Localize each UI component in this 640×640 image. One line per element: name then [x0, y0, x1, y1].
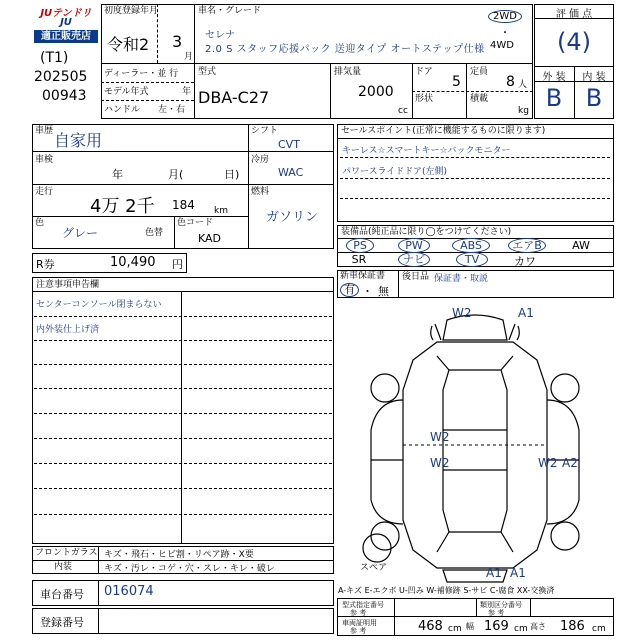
interior-state-value: キズ・汚レ・コゲ・穴・スレ・キレ・破レ — [104, 564, 275, 574]
equip-pw[interactable]: PW — [398, 238, 430, 253]
chassis-value: 016074 — [104, 584, 154, 599]
shape-label: 形状 — [415, 94, 434, 104]
inspection-month: 月( — [168, 168, 184, 181]
mark-left-1: W2 — [430, 430, 450, 444]
recycle-label: R券 — [36, 258, 55, 271]
ac-label: 冷房 — [251, 155, 270, 165]
mileage-detail: 184 — [172, 198, 195, 212]
spec-class-sub: 参 考 — [488, 609, 505, 617]
code-t: (T1) — [40, 50, 69, 66]
shift-label: シフト — [251, 126, 279, 136]
ac-value: WAC — [278, 166, 304, 179]
rating-score: (4) — [557, 28, 591, 56]
warranty-none[interactable]: 無 — [378, 285, 389, 298]
color-code-label: 色コード — [177, 218, 214, 228]
mark-top-left: W2 — [452, 306, 472, 320]
recycle-unit: 円 — [172, 258, 183, 271]
model-year-label: モデル年式 — [104, 87, 149, 97]
height-unit: cm — [592, 624, 606, 634]
mileage-label: 走行 — [35, 187, 54, 197]
mileage-value: 4万 2千 — [90, 196, 155, 217]
drive-4wd[interactable]: 4WD — [490, 40, 514, 51]
handle-value: 左・右 — [158, 105, 186, 115]
mark-bottom: A1 — [486, 566, 502, 580]
displacement-label: 排気量 — [334, 67, 362, 77]
drive-2wd[interactable]: 2WD — [488, 10, 522, 23]
after-label: 後日品 — [402, 272, 430, 282]
mark-top-right: A1 — [518, 306, 534, 320]
length-sub: 参 考 — [350, 627, 367, 635]
load-unit: kg — [518, 106, 529, 116]
equip-airbag[interactable]: エアB — [508, 238, 546, 253]
fuel-label: 燃料 — [251, 187, 270, 197]
width-label: 幅 — [466, 622, 474, 631]
displacement-value: 2000 — [358, 84, 394, 100]
mark-right-1: W2 — [538, 456, 558, 470]
width-unit: cm — [514, 624, 528, 634]
capacity-value: 8 — [506, 74, 515, 90]
warranty-has[interactable]: 有 — [340, 283, 359, 297]
base-color-label: 色替 — [145, 228, 164, 238]
model-value: DBA-C27 — [198, 88, 270, 107]
mark-bottom-right: A1 — [510, 566, 526, 580]
equip-tv[interactable]: TV — [456, 252, 488, 267]
mark-right-2: A2 — [562, 456, 578, 470]
warranty-sep: ・ — [362, 285, 373, 298]
exterior-grade: B — [545, 84, 563, 112]
interior-grade: B — [585, 84, 603, 112]
sales-point-1: キーレス☆スマートキー☆バックモニター — [342, 146, 511, 156]
capacity-label: 定員 — [470, 67, 489, 77]
code-line2: 00943 — [42, 88, 87, 104]
code-line1: 202505 — [34, 69, 88, 85]
drive-dot: ・ — [500, 28, 510, 39]
inspection-label: 車検 — [35, 155, 54, 165]
windshield-value: キズ・飛石・ヒビ割・リペア跡・X要 — [104, 550, 254, 560]
equip-abs[interactable]: ABS — [452, 238, 490, 253]
chassis-label: 車台番号 — [40, 588, 84, 601]
logo-top: JUテンドリ — [40, 8, 92, 19]
header-box — [101, 4, 533, 119]
shift-value: CVT — [278, 138, 300, 151]
length-value: 468 — [418, 619, 443, 634]
car-grade: 2.0 S スタッフ応援パック 送迎タイプ オートステップ仕様 — [205, 44, 485, 55]
usage-value: 自家用 — [54, 131, 103, 150]
windshield-label: フロントガラス — [35, 548, 98, 558]
width-value: 169 — [484, 619, 509, 634]
note-line-2: 内外装仕上げ済 — [36, 325, 100, 335]
mileage-unit: km — [214, 206, 228, 216]
sales-point-2: パワースライドドア(左側) — [342, 167, 448, 177]
door-label: ドア — [415, 67, 433, 77]
notes-label: 注意事項申告欄 — [36, 280, 100, 290]
notes-box — [32, 277, 334, 544]
height-label: 高さ — [530, 622, 546, 631]
door-value: 5 — [452, 74, 461, 90]
equip-leather[interactable]: カワ — [514, 255, 536, 268]
note-line-1: センターコンソール閉まらない — [36, 300, 162, 310]
color-label: 色 — [35, 218, 45, 228]
sales-points-label: セールスポイント(正常に機能するものに限ります) — [341, 126, 546, 136]
car-name-label: 車名・グレード — [198, 6, 262, 16]
spec-model-label: 型式指定番号 — [342, 601, 384, 609]
equip-aw[interactable]: AW — [572, 239, 590, 252]
displacement-unit: cc — [398, 106, 408, 116]
logo — [32, 4, 100, 44]
color-value: グレー — [62, 226, 99, 240]
usage-label: 車歴 — [35, 126, 54, 136]
inspection-day: 日) — [224, 168, 240, 181]
recycle-value: 10,490 — [110, 255, 156, 270]
interior-label: 内 装 — [582, 72, 606, 83]
interior-state-label: 内装 — [54, 562, 73, 572]
damage-legend: A-キズ E-エクボ U-凹み W-補修跡 S-サビ C-腐食 XX-交換済 — [338, 586, 555, 595]
mark-left-2: W2 — [430, 456, 450, 470]
spec-model-sub: 参 考 — [350, 609, 367, 617]
handle-label: ハンドル — [104, 105, 141, 115]
warranty-label: 新車保証書 — [340, 271, 386, 281]
registration-label: 初度登録年月 — [104, 6, 159, 16]
registration-month-unit: 月 — [184, 52, 194, 62]
equip-navi[interactable]: ナビ — [398, 252, 430, 267]
equipment-label: 装備品(純正品に限り◯をつけてください) — [341, 227, 512, 237]
year-unit: 年 — [182, 87, 192, 97]
logo-badge: JU — [60, 17, 72, 28]
car-name: セレナ — [205, 30, 235, 41]
spare-label: スペア — [360, 563, 388, 573]
dealer-label: ディーラー・並 行 — [104, 69, 179, 79]
length-label: 車両証明用 — [342, 619, 377, 627]
car-diagram — [337, 300, 614, 590]
registration-era: 令和2 — [107, 35, 150, 54]
exterior-label: 外 装 — [542, 72, 566, 83]
inspection-year: 年 — [112, 168, 123, 181]
load-label: 積載 — [470, 94, 489, 104]
capacity-unit: 人 — [518, 80, 528, 90]
logo-store: 適正販売店 — [34, 30, 98, 43]
after-value: 保証書・取説 — [434, 274, 489, 284]
color-code: KAD — [198, 232, 222, 245]
height-value: 186 — [560, 619, 585, 634]
length-unit: cm — [448, 624, 462, 634]
model-label: 型式 — [198, 67, 217, 77]
equip-sr[interactable]: SR — [351, 253, 367, 266]
equip-ps[interactable]: PS — [346, 238, 374, 253]
fuel-value: ガソリン — [266, 210, 319, 225]
plate-label: 登録番号 — [40, 616, 84, 629]
registration-month: 3 — [172, 32, 183, 51]
rating-label: 評 価 点 — [555, 9, 593, 20]
spec-class-label: 類別区分番号 — [480, 601, 522, 609]
